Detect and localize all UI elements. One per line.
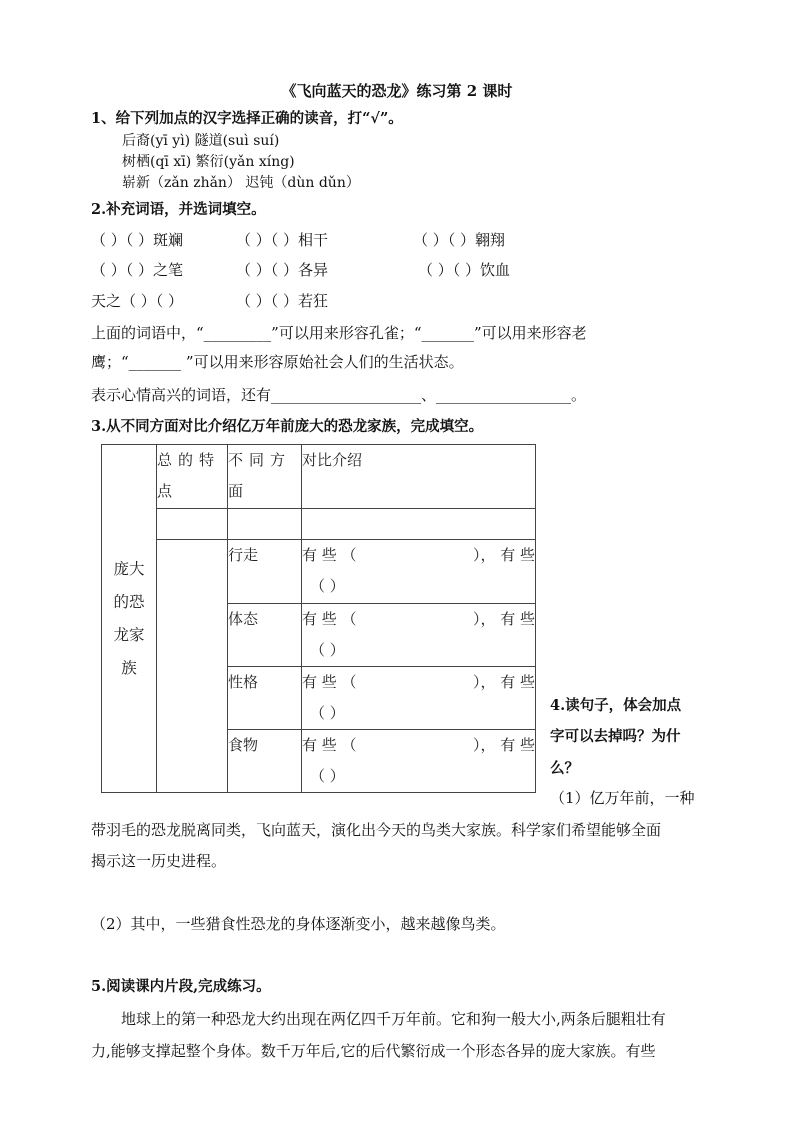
q1-line: 树栖(qī xī) 繁衍(yǎn xíng) <box>122 154 295 170</box>
family-label-text: 族 <box>121 658 137 677</box>
comparison-text: （ ） <box>310 641 345 659</box>
family-label-text: 的恐 <box>113 592 145 611</box>
comparison-text: 有 些 （ <box>302 610 357 628</box>
comparison-text: ）， 有 些 <box>472 610 535 628</box>
q1-line: 崭新（zǎn zhǎn） 迟钝（dùn dǔn） <box>122 175 360 191</box>
aspect-cell: 体态 <box>228 604 302 667</box>
comparison-cell[interactable] <box>302 604 536 667</box>
q4-sentence: （2）其中，一些猎食性恐龙的身体逐渐变小，越来越像鸟类。 <box>91 915 506 933</box>
aspect-cell: 行走 <box>228 540 302 604</box>
comparison-text: （ ） <box>310 577 345 595</box>
q4-heading: 么？ <box>550 760 579 777</box>
comparison-text: （ ） <box>310 767 345 785</box>
comparison-text: ）， 有 些 <box>472 736 535 754</box>
total-features-answer-cell[interactable] <box>157 540 228 793</box>
family-label-cell <box>102 445 157 793</box>
header-aspects: 不同方面 <box>228 445 302 509</box>
q2-fill-sentence: 鹰；“_______ ”可以用来形容原始社会人们的生活状态。 <box>91 353 464 371</box>
blank-total-cell[interactable] <box>157 509 228 540</box>
header-comparison: 对比介绍 <box>302 445 536 509</box>
blank-compare-cell[interactable] <box>302 509 536 540</box>
q4-heading: 字可以去掉吗？为什 <box>550 728 681 745</box>
header-total-features: 总的特点 <box>157 445 228 509</box>
q4-heading: 4.读句子，体会加点 <box>550 697 682 714</box>
q2-blank-phrase: 天之（ ）（ ） <box>91 292 184 310</box>
q5-paragraph: 地球上的第一种恐龙大约出现在两亿四千万年前。它和狗一般大小,两条后腿粗壮有 <box>121 1010 666 1028</box>
comparison-text: ）， 有 些 <box>472 673 535 691</box>
q2-blank-phrase: （ ）（ ）各异 <box>236 261 329 279</box>
q3-heading: 3.从不同方面对比介绍亿万年前庞大的恐龙家族，完成填空。 <box>91 418 484 435</box>
q2-blank-phrase: （ ）（ ）饮血 <box>418 261 511 279</box>
comparison-cell[interactable] <box>302 540 536 604</box>
comparison-text: （ ） <box>310 704 345 722</box>
q2-blank-phrase: （ ）（ ）翱翔 <box>413 231 506 249</box>
q4-sentence: （1）亿万年前，一种 <box>550 789 695 807</box>
q2-blank-phrase: （ ）（ ）之笔 <box>91 261 184 279</box>
q2-blank-phrase: （ ）（ ）相干 <box>236 231 329 249</box>
comparison-text: ）， 有 些 <box>472 546 535 564</box>
blank-aspect-cell[interactable] <box>228 509 302 540</box>
q2-heading: 2.补充词语，并选词填空。 <box>91 201 266 218</box>
q2-blank-phrase: （ ）（ ）斑斓 <box>91 231 184 249</box>
comparison-cell[interactable] <box>302 730 536 793</box>
q4-sentence: 揭示这一历史进程。 <box>91 852 227 870</box>
q1-heading: 1、给下列加点的汉字选择正确的读音，打“√”。 <box>91 110 403 127</box>
comparison-table <box>101 444 536 793</box>
q1-line: 后裔(yī yì) 隧道(suì suí) <box>122 133 280 149</box>
page-title: 《飞向蓝天的恐龙》练习第 2 课时 <box>281 82 513 100</box>
comparison-text: 有 些 （ <box>302 673 357 691</box>
q4-sentence: 带羽毛的恐龙脱离同类，飞向蓝天，演化出今天的鸟类大家族。科学家们希望能够全面 <box>91 821 662 839</box>
family-label-text: 庞大 <box>113 559 145 578</box>
comparison-text: 有 些 （ <box>302 546 357 564</box>
aspect-cell: 食物 <box>228 730 302 793</box>
q2-fill-sentence: 上面的词语中，“_________”可以用来形容孔雀；“_______”可以用来形容老 <box>91 324 587 342</box>
aspect-cell: 性格 <box>228 667 302 730</box>
q2-fill-sentence: 表示心情高兴的词语，还有____________________、__________________。 <box>91 386 587 404</box>
q5-heading: 5.阅读课内片段,完成练习。 <box>91 978 271 995</box>
comparison-text: 有 些 （ <box>302 736 357 754</box>
q5-paragraph: 力,能够支撑起整个身体。数千万年后,它的后代繁衍成一个形态各异的庞大家族。有些 <box>91 1042 656 1060</box>
family-label-text: 龙家 <box>113 625 145 644</box>
q2-blank-phrase: （ ）（ ）若狂 <box>236 292 329 310</box>
comparison-cell[interactable] <box>302 667 536 730</box>
